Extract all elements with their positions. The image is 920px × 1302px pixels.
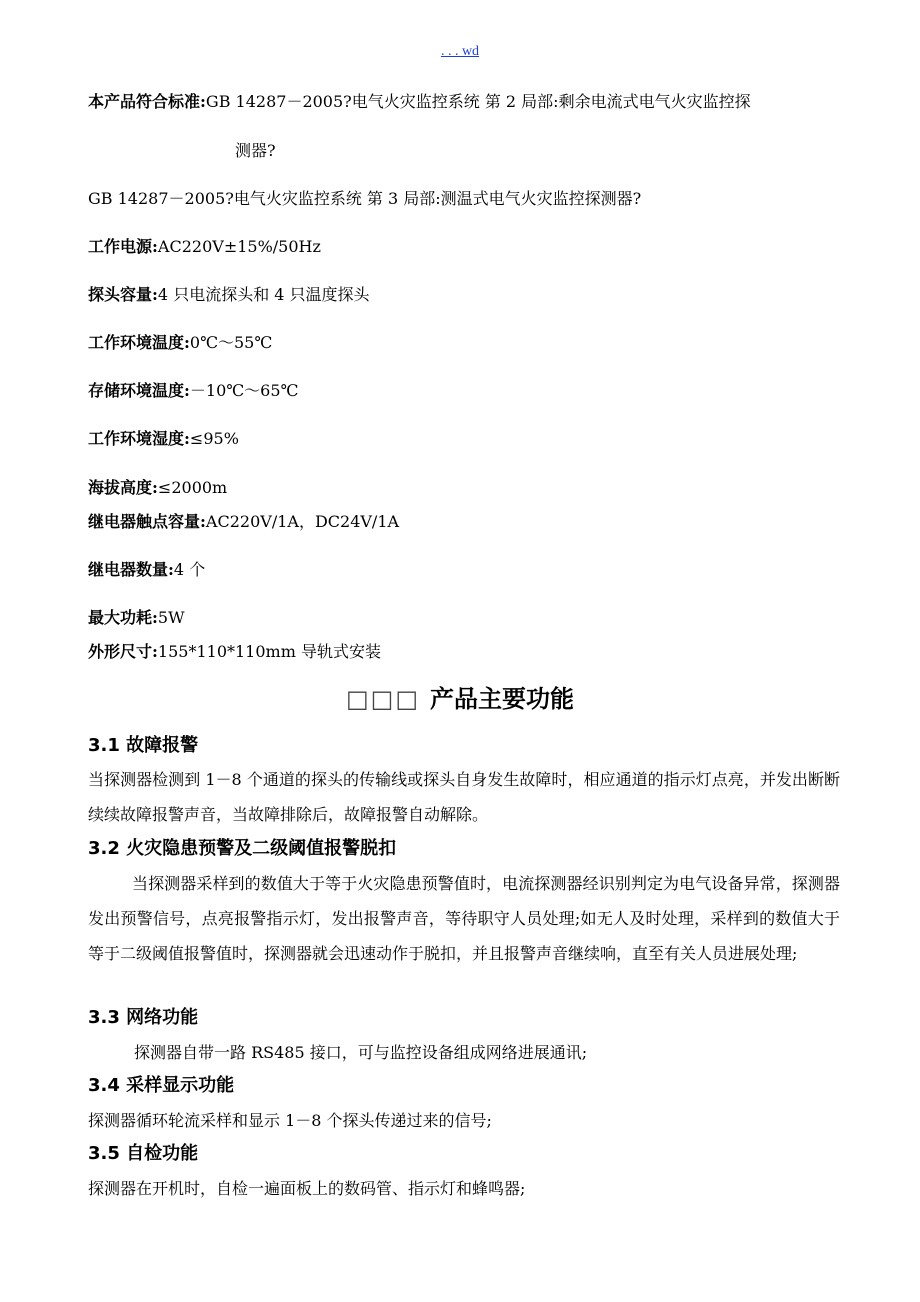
section-number-boxes: □□□	[345, 685, 421, 713]
spec-label: 探头容量:	[88, 285, 158, 304]
feature-heading-self-test: 3.5 自检功能	[88, 1143, 199, 1164]
feature-body-sampling-display: 探测器循环轮流采样和显示 1－8 个探头传递过来的信号;	[88, 1111, 492, 1130]
spec-value: 4 只电流探头和 4 只温度探头	[157, 285, 370, 304]
spec-standard-2	[88, 188, 860, 210]
spec-value: 4 个	[173, 560, 206, 579]
page-header: . . . wd	[440, 44, 480, 59]
spec-label: 继电器触点容量:	[88, 512, 206, 531]
spec-power-consumption	[88, 607, 860, 629]
section-title: 产品主要功能	[430, 685, 575, 713]
spec-value: －10℃～65℃	[189, 381, 299, 400]
spec-label: 工作环境温度:	[88, 333, 190, 352]
spec-label: 工作电源:	[88, 237, 158, 256]
spec-label: 外形尺寸:	[88, 642, 158, 661]
spec-standard	[88, 91, 860, 113]
spec-label: 存储环境温度:	[88, 381, 190, 400]
feature-body-fire-warning: 当探测器采样到的数值大于等于火灾隐患预警值时，电流探测器经识别判定为电气设备异常，探测器发出预警信号，点亮报警指示灯，发出报警声音，等待职守人员处理;如无人及时处理，采样到的数值大于等于二级阈值报警值时，探测器就会迅速动作于脱扣，并且报警声音继续响，直至有关人员进展处理;	[88, 874, 840, 963]
feature-heading-network: 3.3 网络功能	[88, 1007, 199, 1028]
spec-value: ≤95%	[189, 429, 239, 448]
spec-relay-count	[88, 559, 860, 581]
spec-relay-contact	[88, 511, 860, 533]
spec-value: AC220V±15%/50Hz	[157, 237, 321, 256]
spec-label: 最大功耗:	[88, 608, 158, 627]
spec-value: ≤2000m	[157, 478, 228, 497]
spec-storage-temp	[88, 380, 860, 402]
spec-dimensions	[88, 641, 860, 663]
spec-value: AC220V/1A，DC24V/1A	[205, 512, 400, 531]
feature-heading-fault-alarm: 3.1 故障报警	[88, 735, 199, 756]
spec-value: 测器?	[235, 141, 276, 160]
spec-label: 本产品符合标准:	[88, 92, 206, 111]
spec-value: 155*110*110mm 导轨式安装	[157, 642, 381, 661]
spec-probe-capacity	[88, 284, 860, 306]
spec-standard-cont	[235, 140, 860, 162]
spec-value: GB 14287－2005?电气火灾监控系统 第 3 局部:测温式电气火灾监控探测器?	[88, 189, 642, 208]
feature-body-network: 探测器自带一路 RS485 接口，可与监控设备组成网络进展通讯;	[134, 1043, 588, 1062]
spec-humidity	[88, 428, 860, 450]
spec-altitude	[88, 477, 860, 499]
spec-label: 工作环境湿度:	[88, 429, 190, 448]
spec-operating-temp	[88, 332, 860, 354]
feature-body-self-test: 探测器在开机时，自检一遍面板上的数码管、指示灯和蜂鸣器;	[88, 1179, 526, 1198]
spec-power	[88, 236, 860, 258]
spec-value: 5W	[157, 608, 185, 627]
feature-body-fault-alarm: 当探测器检测到 1－8 个通道的探头的传输线或探头自身发生故障时，相应通道的指示灯点亮，并发出断断续续故障报警声音，当故障排除后，故障报警自动解除。	[88, 770, 840, 824]
spec-value: GB 14287－2005?电气火灾监控系统 第 2 局部:剩余电流式电气火灾监控探	[205, 92, 751, 111]
spec-label: 海拔高度:	[88, 478, 158, 497]
spec-value: 0℃～55℃	[189, 333, 273, 352]
feature-heading-sampling-display: 3.4 采样显示功能	[88, 1075, 235, 1096]
feature-heading-fire-warning: 3.2 火灾隐患预警及二级阈值报警脱扣	[88, 838, 397, 859]
spec-label: 继电器数量:	[88, 560, 174, 579]
section-heading	[0, 683, 920, 715]
